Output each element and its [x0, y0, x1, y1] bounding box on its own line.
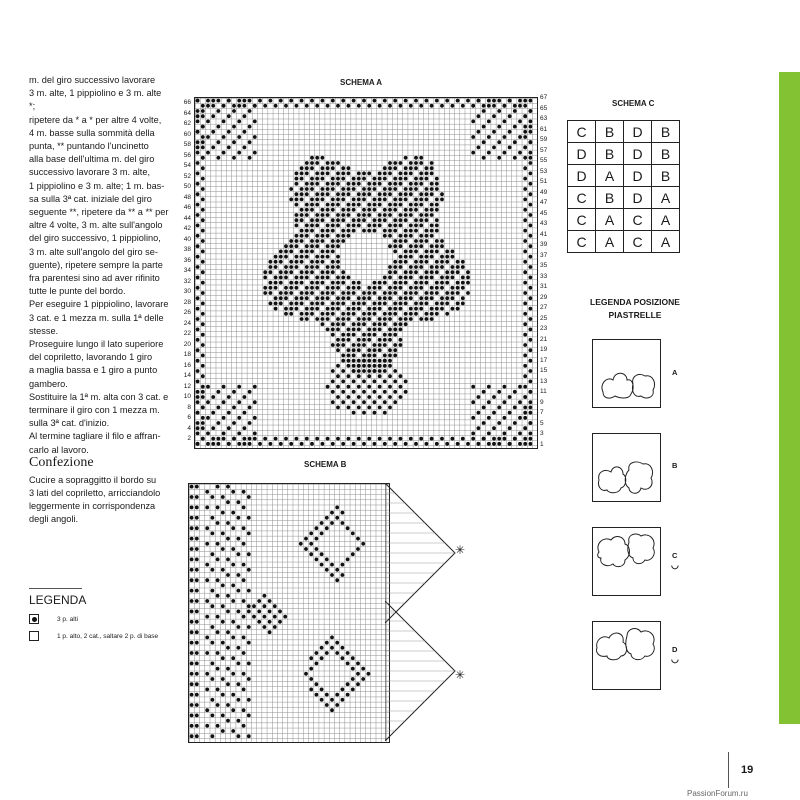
arc-icon: ◡: [671, 654, 679, 664]
tile-c: [592, 527, 661, 596]
row-number: 60: [183, 130, 191, 138]
text-line: tutte le punte del bordo.: [29, 286, 126, 297]
row-number: 61: [540, 125, 548, 133]
row-number: 16: [183, 361, 191, 369]
tile-d: [592, 621, 661, 690]
text-line: 3 m. alte sull'angolo del giro se-: [29, 246, 158, 257]
filled-square-icon: [29, 614, 39, 624]
text-line: del giro successivo, 1 pippiolino,: [29, 233, 161, 244]
row-number: 14: [183, 372, 191, 379]
tile-letter: A: [672, 368, 678, 377]
text-line: carlo al lavoro.: [29, 444, 89, 455]
star-icon: ✳: [455, 543, 466, 557]
table-cell: C: [568, 187, 596, 209]
row-number: 15: [540, 367, 548, 374]
tile-a: [592, 339, 661, 408]
schema-a-title: SCHEMA A: [340, 78, 383, 87]
page-divider: [728, 752, 729, 788]
row-number: 17: [540, 356, 548, 364]
row-number: 10: [183, 393, 191, 400]
tile-letter: B: [672, 461, 678, 470]
text-line: sulla 3ª cat. d'inizio.: [29, 418, 110, 429]
tile-b: [592, 433, 661, 502]
table-cell: C: [624, 209, 652, 231]
legend-item: [29, 614, 78, 624]
table-cell: B: [652, 165, 680, 187]
row-number: 49: [540, 188, 548, 196]
row-number: 48: [183, 193, 191, 201]
text-line: 3 m. alte, 1 pippiolino e 3 m. alte *;: [29, 88, 162, 112]
row-number: 62: [183, 120, 191, 127]
star-icon: ✳: [455, 668, 466, 682]
table-cell: A: [596, 209, 624, 231]
schema-c-table: [567, 120, 680, 253]
legend-item: [29, 631, 158, 641]
text-line: a maglia bassa e 1 giro a punto: [29, 365, 158, 376]
schema-b-motif: [189, 484, 389, 742]
schema-a-motif: [195, 98, 537, 448]
text-line: ripetere da * a * per altre 4 volte,: [29, 114, 162, 125]
legend-divider: [29, 588, 82, 589]
table-cell: B: [652, 121, 680, 143]
row-number: 56: [183, 151, 191, 159]
table-cell: A: [652, 187, 680, 209]
row-number: 54: [183, 162, 191, 169]
row-number: 3: [540, 430, 544, 437]
table-cell: C: [568, 121, 596, 143]
table-cell: A: [652, 209, 680, 231]
text-line: Sostituire la 1ª m. alta con 3 cat. e: [29, 391, 169, 402]
row-number: 12: [183, 382, 191, 390]
accent-bar: [779, 72, 800, 724]
row-number: 25: [540, 314, 548, 322]
page-number: 19: [741, 764, 754, 776]
text-line: Cucire a sopraggitto il bordo su: [29, 475, 157, 485]
row-number: 8: [187, 403, 191, 411]
tile-legend-title: [580, 296, 690, 322]
text-line: alla base dell'ultima m. del giro: [29, 154, 155, 165]
table-cell: D: [568, 165, 596, 187]
table-cell: D: [568, 143, 596, 165]
schema-a-chart: [194, 97, 538, 449]
row-number: 65: [540, 104, 548, 112]
tile-letter: D: [672, 645, 678, 654]
row-number: 66: [183, 99, 191, 106]
row-number: 19: [540, 346, 548, 353]
table-cell: C: [624, 231, 652, 253]
table-cell: B: [596, 143, 624, 165]
schema-b-chart: [188, 483, 390, 743]
row-number: 59: [540, 136, 548, 143]
text-line: guente), ripetere sempre la parte: [29, 259, 163, 270]
row-number: 46: [183, 204, 191, 211]
row-number: 64: [183, 109, 191, 117]
table-cell: A: [596, 231, 624, 253]
row-number: 31: [540, 283, 548, 290]
table-row: [568, 121, 680, 143]
row-number: 55: [540, 157, 548, 164]
row-number: 29: [540, 293, 548, 301]
schema-c-title: SCHEMA C: [612, 99, 655, 108]
row-number: 2: [187, 435, 191, 442]
instructions-text: [29, 74, 169, 457]
text-line: 1 pippiolino e 3 m. alte; 1 m. bas-: [29, 180, 165, 191]
table-cell: B: [596, 187, 624, 209]
text-line: terminare il giro con 1 mezza m.: [29, 405, 160, 416]
schema-b-points: [385, 483, 465, 741]
row-number: 37: [540, 251, 548, 259]
text-line: leggermente in corrispondenza: [29, 501, 156, 511]
row-number: 7: [540, 409, 544, 416]
row-number: 51: [540, 178, 548, 185]
table-cell: B: [652, 143, 680, 165]
confezione-text: [29, 474, 169, 526]
row-number: 40: [183, 235, 191, 243]
table-cell: A: [596, 165, 624, 187]
row-number: 45: [540, 209, 548, 217]
text-line: m. del giro successivo lavorare: [29, 75, 156, 85]
title-line: PIASTRELLE: [608, 310, 662, 320]
legend-label: 3 p. alti: [57, 615, 78, 623]
text-line: sa sulla 3ª cat. iniziale del giro: [29, 193, 152, 204]
watermark: PassionForum.ru: [687, 789, 748, 798]
row-number: 33: [540, 272, 548, 280]
table-row: [568, 143, 680, 165]
row-number: 1: [540, 440, 544, 448]
table-row: [568, 165, 680, 187]
row-number: 28: [183, 298, 191, 306]
row-number: 9: [540, 398, 544, 406]
row-number: 18: [183, 351, 191, 358]
text-line: Per eseguire 1 pippiolino, lavorare: [29, 299, 169, 310]
title-line: LEGENDA POSIZIONE: [590, 297, 680, 307]
legend-title: LEGENDA: [29, 593, 87, 607]
table-cell: A: [652, 231, 680, 253]
table-row: [568, 231, 680, 253]
empty-square-icon: [29, 631, 39, 641]
legend-label: 1 p. alto, 2 cat., saltare 2 p. di base: [57, 632, 159, 640]
row-number: 36: [183, 256, 191, 264]
row-number: 39: [540, 241, 548, 248]
row-number: 26: [183, 309, 191, 316]
row-number: 63: [540, 115, 548, 122]
row-number: 23: [540, 325, 548, 332]
table-cell: C: [568, 209, 596, 231]
table-cell: D: [624, 121, 652, 143]
row-number: 41: [540, 230, 548, 238]
row-number: 21: [540, 335, 548, 343]
row-number: 50: [183, 183, 191, 190]
row-number: 43: [540, 220, 548, 227]
row-number: 11: [540, 388, 547, 395]
row-number: 57: [540, 146, 548, 154]
table-cell: D: [624, 143, 652, 165]
text-line: del copriletto, lavorando 1 giro: [29, 352, 153, 363]
row-number: 24: [183, 319, 191, 327]
table-row: [568, 209, 680, 231]
text-line: fra parentesi sino ad aver rifinito: [29, 273, 160, 284]
text-line: degli angoli.: [29, 514, 79, 524]
schema-b-title: SCHEMA B: [304, 460, 347, 469]
row-number: 13: [540, 377, 548, 385]
text-line: Proseguire lungo il lato superiore: [29, 339, 164, 350]
text-line: 3 cat. e 1 mezza m. sulla 1ª delle: [29, 312, 164, 323]
tile-letter: C: [672, 551, 678, 560]
row-number: 35: [540, 262, 548, 269]
table-cell: D: [624, 165, 652, 187]
text-line: punta, ** puntando l'uncinetto: [29, 141, 149, 152]
table-cell: D: [624, 187, 652, 209]
row-number: 6: [187, 414, 191, 421]
row-number: 58: [183, 141, 191, 148]
row-number: 32: [183, 277, 191, 285]
row-number: 30: [183, 288, 191, 295]
row-number: 52: [183, 172, 191, 180]
text-line: 4 m. basse sulla sommità della: [29, 127, 155, 138]
confezione-heading: Confezione: [29, 455, 94, 470]
row-number: 5: [540, 419, 544, 427]
row-number: 34: [183, 267, 191, 274]
row-number: 20: [183, 340, 191, 348]
text-line: seguente **, ripetere da ** a ** per: [29, 207, 169, 218]
row-number: 22: [183, 330, 191, 337]
text-line: altre 4 volte, 3 m. alte sull'angolo: [29, 220, 163, 231]
table-row: [568, 187, 680, 209]
row-number: 4: [187, 424, 191, 432]
row-number: 47: [540, 199, 548, 206]
row-number: 27: [540, 304, 548, 311]
row-number: 67: [540, 94, 548, 101]
text-line: successivo lavorare 3 m. alte,: [29, 167, 151, 178]
text-line: gambero.: [29, 378, 68, 389]
table-cell: B: [596, 121, 624, 143]
row-number: 53: [540, 167, 548, 175]
row-number: 42: [183, 225, 191, 232]
row-number: 44: [183, 214, 191, 222]
text-line: 3 lati del copriletto, arricciandolo: [29, 488, 161, 498]
table-cell: C: [568, 231, 596, 253]
arc-icon: ◡: [671, 560, 679, 570]
row-number: 38: [183, 246, 191, 253]
text-line: Al termine tagliare il filo e affran-: [29, 431, 161, 442]
text-line: stesse.: [29, 325, 59, 336]
